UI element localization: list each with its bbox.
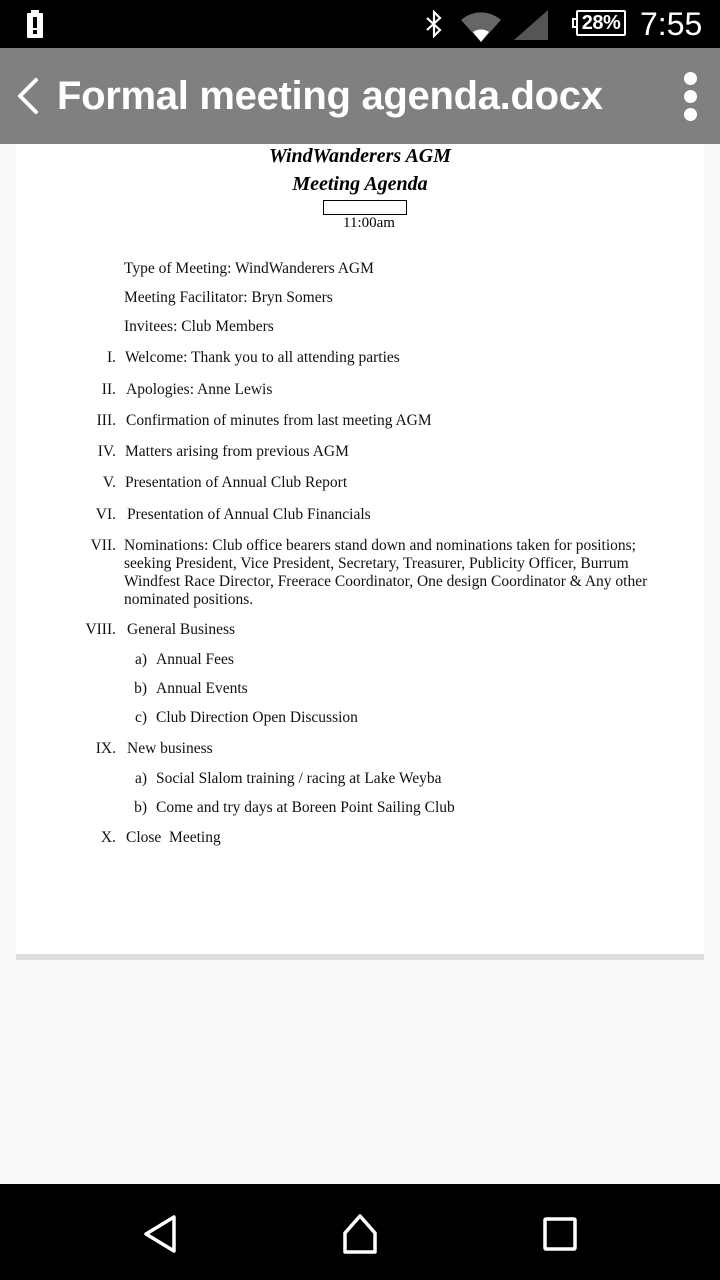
status-bar bbox=[0, 0, 720, 48]
agenda-item-text: Confirmation of minutes from last meeting AGM bbox=[126, 412, 432, 429]
agenda-subitem-text: Social Slalom training / racing at Lake Weyba bbox=[156, 770, 442, 787]
agenda-item-number: II. bbox=[101, 381, 116, 398]
detail-type: Type of Meeting: WindWanderers AGM bbox=[124, 260, 374, 277]
document-title: Formal meeting agenda.docx bbox=[57, 74, 603, 118]
agenda-subitem-letter: c) bbox=[134, 709, 147, 726]
agenda-item-text: Close Meeting bbox=[126, 829, 221, 846]
agenda-item-text: Apologies: Anne Lewis bbox=[126, 381, 273, 398]
agenda-item-number: I. bbox=[106, 349, 116, 366]
agenda-subitem-text: Annual Fees bbox=[156, 651, 234, 668]
agenda-item-text: Matters arising from previous AGM bbox=[125, 443, 349, 460]
doc-title-line2: Meeting Agenda bbox=[292, 173, 428, 195]
agenda-item-text: Welcome: Thank you to all attending parties bbox=[125, 349, 400, 366]
agenda-item-text: Presentation of Annual Club Financials bbox=[127, 506, 371, 523]
agenda-item-text: New business bbox=[127, 740, 213, 757]
detail-facilitator: Meeting Facilitator: Bryn Somers bbox=[124, 289, 333, 306]
chevron-left-icon[interactable] bbox=[12, 76, 44, 116]
date-field-box bbox=[323, 200, 407, 215]
doc-title-line1: WindWanderers AGM bbox=[268, 145, 452, 167]
agenda-subitem-letter: b) bbox=[134, 799, 147, 816]
page-bottom-edge bbox=[16, 954, 704, 960]
bluetooth-icon bbox=[424, 10, 444, 38]
nav-recents-icon[interactable] bbox=[538, 1212, 582, 1256]
clock: 7:55 bbox=[640, 6, 703, 42]
meeting-time: 11:00am bbox=[343, 215, 395, 231]
agenda-subitem-letter: a) bbox=[134, 770, 147, 787]
battery-indicator: 28% bbox=[576, 10, 626, 36]
document-page bbox=[16, 144, 704, 954]
battery-alert-icon bbox=[26, 10, 44, 38]
agenda-subitem-text: Annual Events bbox=[156, 680, 248, 697]
navigation-bar bbox=[0, 1184, 720, 1280]
agenda-item-number: IX. bbox=[95, 740, 116, 757]
agenda-item-text: Presentation of Annual Club Report bbox=[125, 474, 348, 491]
agenda-item-text: General Business bbox=[127, 621, 236, 638]
wifi-icon bbox=[460, 10, 502, 42]
agenda-item-number: VIII. bbox=[85, 621, 116, 638]
agenda-item-text: Nominations: Club office bearers stand down and nominations taken for positions; seeking President, Vice President, Secretary, Treasurer, Publicity Officer, Burrum Windfest Race Director, Freerace Coordinator, One design Coordinator & Any other nominated positions. bbox=[124, 537, 648, 608]
agenda-subitem-text: Club Direction Open Discussion bbox=[156, 709, 358, 726]
cell-signal-icon bbox=[514, 10, 548, 40]
agenda-item-number: X. bbox=[100, 829, 116, 846]
detail-invitees: Invitees: Club Members bbox=[124, 318, 274, 335]
agenda-item-number: III. bbox=[96, 412, 116, 429]
agenda-item-number: V. bbox=[102, 474, 116, 491]
nav-back-icon[interactable] bbox=[138, 1212, 182, 1256]
agenda-item-number: VII. bbox=[90, 537, 116, 554]
nav-home-icon[interactable] bbox=[338, 1212, 382, 1256]
agenda-item-number: VI. bbox=[95, 506, 116, 523]
more-vert-icon[interactable] bbox=[676, 70, 704, 124]
app-bar bbox=[0, 48, 720, 144]
agenda-item-number: IV. bbox=[97, 443, 116, 460]
agenda-subitem-letter: a) bbox=[134, 651, 147, 668]
agenda-subitem-letter: b) bbox=[134, 680, 147, 697]
agenda-subitem-text: Come and try days at Boreen Point Sailing Club bbox=[156, 799, 455, 816]
